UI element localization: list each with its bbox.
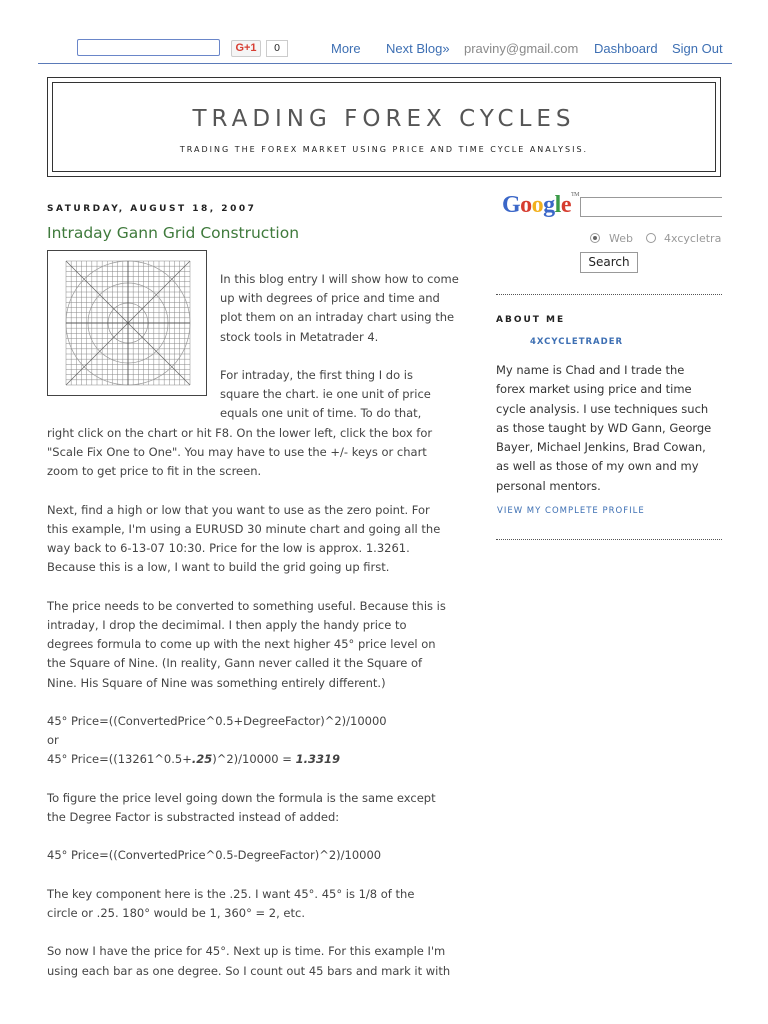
sidebar-divider-bottom (496, 539, 722, 540)
post-line: Because this is a low, I want to build the grid going up first. (47, 560, 390, 575)
gann-grid-graphic (52, 255, 202, 391)
post-line: square the chart. ie one unit of price (220, 387, 431, 402)
post-line: The price needs to be converted to something useful. Because this is (47, 598, 446, 613)
sign-out-link[interactable]: Sign Out (672, 41, 723, 56)
post-line (47, 693, 450, 712)
post-line: circle or .25. 180° would be 1, 360° = 2, etc. (47, 906, 305, 921)
post-line: stock tools in Metatrader 4. (220, 329, 379, 344)
post-line (47, 866, 450, 885)
post-line: 45° Price=((ConvertedPrice^0.5+DegreeFactor)^2)/10000 (47, 714, 387, 729)
blog-title[interactable]: TRADING FOREX CYCLES (192, 106, 576, 132)
post-line: equals one unit of time. To do that, (220, 406, 422, 421)
next-blog-link[interactable]: Next Blog» (386, 41, 450, 56)
plus-one-count: 0 (266, 40, 288, 57)
post-line: zoom to get price to fit in the screen. (47, 464, 262, 479)
post-line: In this blog entry I will show how to come (220, 272, 459, 286)
post-body-intro (220, 270, 459, 424)
post-line: Next, find a high or low that you want to use as the zero point. For (47, 502, 430, 517)
radio-web[interactable] (590, 233, 600, 243)
about-line: My name is Chad and I trade the (496, 363, 685, 377)
post-line: way back to 6-13-07 10:30. Price for the low is approx. 1.3261. (47, 541, 410, 556)
post-line: using each bar as one degree. So I count out 45 bars and mark it with (47, 963, 451, 978)
radio-site-label: 4xcycletra (664, 232, 722, 245)
about-line: personal mentors. (496, 478, 601, 493)
sidebar-search-input[interactable] (580, 197, 722, 217)
post-line: 45° Price=((13261^0.5+.25)^2)/10000 = 1.3319 (47, 752, 340, 767)
dashboard-link[interactable]: Dashboard (594, 41, 658, 56)
post-line: "Scale Fix One to One". You may have to use the +/- keys or chart (47, 445, 427, 460)
google-logo: Google™ (502, 192, 579, 218)
radio-site[interactable] (646, 233, 656, 243)
formula-remainder: )^2)/10000 = (212, 752, 296, 767)
post-title[interactable]: Intraday Gann Grid Construction (47, 224, 300, 242)
post-line: this example, I'm using a EURUSD 30 minute chart and going all the (47, 522, 441, 537)
post-line: the Degree Factor is substracted instead of added: (47, 810, 340, 825)
post-line: plot them on an intraday chart using the (220, 310, 455, 325)
post-line: For intraday, the first thing I do is (220, 368, 413, 383)
post-line (47, 923, 450, 942)
post-line: Nine. His Square of Nine was something entirely different.) (47, 675, 386, 690)
blog-description: TRADING THE FOREX MARKET USING PRICE AND TIME CYCLE ANALYSIS. (179, 145, 589, 154)
radio-web-label: Web (609, 232, 633, 245)
navbar-divider (38, 63, 732, 64)
post-line (47, 578, 450, 597)
post-line: up with degrees of price and time and (220, 291, 440, 306)
blogger-navbar (0, 0, 768, 64)
blog-header-inner-frame (52, 82, 716, 172)
post-date: SATURDAY, AUGUST 18, 2007 (47, 204, 257, 214)
post-line: or (47, 733, 59, 748)
navbar-search-input[interactable] (77, 39, 220, 56)
post-line: intraday, I drop the decimimal. I then apply the handy price to (47, 618, 407, 633)
post-line (47, 827, 450, 846)
user-email: praviny@gmail.com (464, 41, 579, 56)
search-button[interactable]: Search (580, 252, 638, 273)
about-line: as those taught by WD Gann, George (496, 420, 712, 435)
post-line (47, 482, 450, 501)
blog-header (47, 77, 721, 177)
sidebar-divider (496, 294, 722, 295)
post-line: degrees formula to come up with the next higher 45° price level on (47, 637, 436, 652)
post-line (47, 770, 450, 789)
gann-grid-chart-thumbnail[interactable] (47, 250, 207, 396)
google-plus-one-button[interactable]: G+1 (231, 40, 261, 57)
about-line: Bayer, Michael Jenkins, Brad Cowan, (496, 440, 706, 455)
post-line: The key component here is the .25. I want 45°. 45° is 1/8 of the (47, 886, 415, 901)
post-line (220, 347, 459, 366)
about-line: cycle analysis. I use techniques such (496, 401, 709, 416)
profile-name-link[interactable]: 4XCYCLETRADER (530, 337, 624, 347)
about-me-text (496, 361, 711, 496)
about-line: as well as those of my own and my (496, 459, 699, 474)
degree-factor-value: .25 (191, 752, 213, 767)
view-profile-link[interactable]: VIEW MY COMPLETE PROFILE (497, 506, 645, 516)
post-line: 45° Price=((ConvertedPrice^0.5-DegreeFactor)^2)/10000 (47, 848, 382, 863)
post-line: right click on the chart or hit F8. On the lower left, click the box for (47, 426, 433, 440)
about-me-heading: ABOUT ME (496, 315, 566, 325)
more-link[interactable]: More (331, 41, 361, 56)
formula-result: 1.3319 (295, 752, 340, 767)
post-body (47, 424, 450, 981)
post-line: So now I have the price for 45°. Next up is time. For this example I'm (47, 944, 446, 959)
post-line: To figure the price level going down the formula is the same except (47, 790, 436, 805)
post-line: the Square of Nine. (In reality, Gann never called it the Square of (47, 656, 423, 671)
about-line: forex market using price and time (496, 382, 692, 397)
